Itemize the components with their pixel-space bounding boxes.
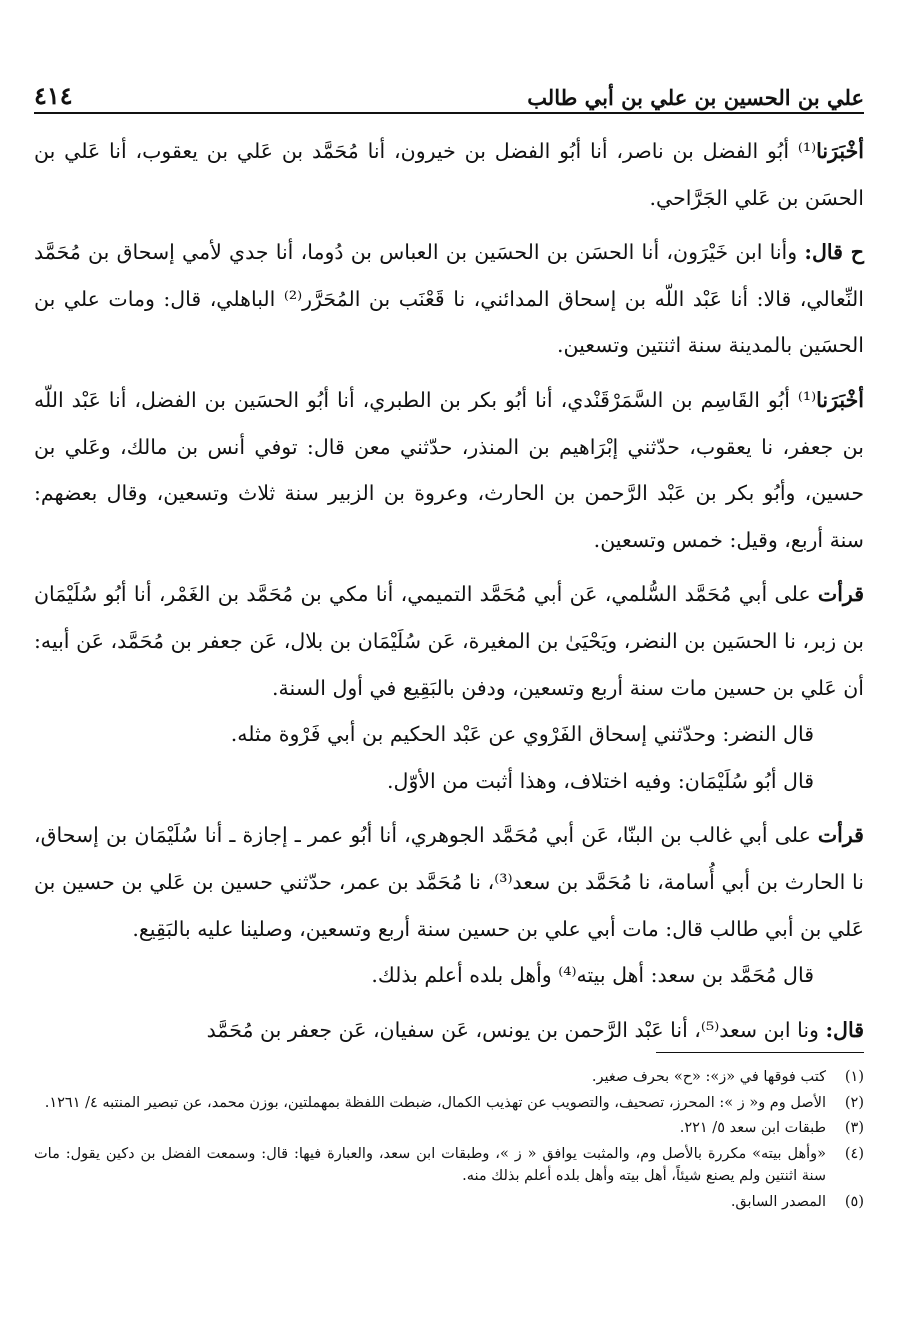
paragraph — [34, 571, 864, 711]
footnote-number: (٥) — [844, 1193, 864, 1210]
paragraph — [34, 1007, 864, 1054]
running-title: علي بن الحسين بن علي بن أبي طالب — [527, 85, 864, 110]
paragraph — [34, 812, 864, 952]
footnote — [34, 1092, 864, 1115]
footnote-text: الأصل وم و« ز »: المحرز، تصحيف، والتصويب عن تهذيب الكمال، ضبطت اللفظة بمهملتين، بوزن محمد، عن تبصير المنتبه ٤/ ١٢٦١. — [44, 1094, 826, 1111]
footnote-text: طبقات ابن سعد ٥/ ٢٢١. — [679, 1120, 826, 1136]
paragraph — [34, 952, 864, 999]
footnote-text: «وأهل بيته» مكررة بالأصل وم، والمثبت يوافق « ز »، وطبقات ابن سعد، والعبارة فيها: قال: وسمعت الفضل بن دكين يقول: مات سنة اثنتين ولم يصنع شيئاً، أهل بيته وأهل بلده أعلم بذلك منه. — [34, 1145, 826, 1184]
footnote-number: (٤) — [844, 1145, 864, 1162]
page-number: ٤١٤ — [34, 81, 73, 110]
footnote-text: كتب فوقها في «ز»: «ح» بحرف صغير. — [591, 1069, 826, 1085]
paragraph — [34, 377, 864, 563]
footnote — [34, 1191, 864, 1214]
paragraph-lead: أخْبَرَنا — [816, 139, 864, 163]
footnote-text: المصدر السابق. — [730, 1193, 826, 1210]
footnotes — [34, 1066, 864, 1216]
paragraph-lead: قرأت — [817, 582, 864, 607]
paragraph-text: على أبي مُحَمَّد السُّلمي، عَن أبي مُحَمَّد التميمي، أنا مكي بن مُحَمَّد بن الغَمْر، أنا أبُو سُلَيْمَان بن زبر، نا الحسَين بن النضر، ويَحْيَىٰ بن المغيرة، عَن سُلَيْمَان بن بلال، عَن جعفر بن مُحَمَّد، عَن أبيه: أن عَلي بن حسين مات سنة أربع وتسعين، ودفن بالبَقِيع في أول السنة. — [34, 582, 864, 700]
footnote-separator — [656, 1052, 864, 1053]
footnote — [34, 1143, 864, 1188]
header-rule — [34, 112, 864, 114]
footnote-number: (٢) — [844, 1094, 864, 1111]
footnote-number: (٣) — [844, 1120, 864, 1136]
paragraph-lead: قال: — [825, 1017, 864, 1042]
paragraph-text: ⁽¹⁾ أبُو القَاسِم بن السَّمَرْقَنْدي، أنا أبُو بكر بن الطبري، أنا أبُو الحسَين بن الفضل، أنا عَبْد اللّه بن جعفر، نا يعقوب، حدّثني إبْرَاهيم بن المنذر، حدّثني معن قال: توفي أنس بن مالك، وعَلي بن حسين، وأبُو بكر بن عَبْد الرَّحمن بن الحارث، وعروة بن الزبير سنة ثلاث وتسعين، وقال بعضهم: سنة أربع، وقيل: خمس وتسعين. — [34, 387, 864, 552]
paragraph — [34, 711, 864, 758]
main-text — [34, 128, 864, 1053]
paragraph-text: ونا ابن سعد⁽⁵⁾، أنا عَبْد الرَّحمن بن يونس، عَن سفيان، عَن جعفر بن مُحَمَّد — [206, 1017, 819, 1042]
paragraph-text: ⁽¹⁾ أبُو الفضل بن ناصر، أنا أبُو الفضل بن خيرون، أنا مُحَمَّد بن عَلي بن يعقوب، أنا عَلي بن الحسَن بن عَلي الجَرَّاحي. — [34, 139, 864, 210]
paragraph-text: قال النضر: وحدّثني إسحاق الفَرْوي عن عَبْد الحكيم بن أبي فَرْوة مثله. — [230, 722, 814, 747]
paragraph-lead: ح قال: — [804, 240, 864, 265]
paragraph-lead: أخْبَرَنا — [816, 387, 864, 412]
paragraph — [34, 758, 864, 805]
footnote — [34, 1117, 864, 1140]
footnote-number: (١) — [844, 1069, 864, 1085]
paragraph — [34, 128, 864, 221]
page-header — [34, 66, 864, 110]
paragraph-text: قال أبُو سُلَيْمَان: وفيه اختلاف، وهذا أثبت من الأوّل. — [387, 768, 814, 793]
paragraph-text: قال مُحَمَّد بن سعد: أهل بيته⁽⁴⁾ وأهل بلده أعلم بذلك. — [371, 963, 814, 988]
paragraph-text: وأنا ابن خَيْرَون، أنا الحسَن بن الحسَين بن العباس بن دُوما، أنا جدي لأمي إسحاق بن مُحَمَّد النِّعالي، قالا: أنا عَبْد اللّه بن إسحاق المدائني، نا قَعْنَب بن المُحَرَّر⁽²⁾ الباهلي، قال: ومات علي بن الحسَين بالمدينة سنة اثنتين وتسعين. — [34, 240, 864, 358]
footnote — [34, 1066, 864, 1089]
paragraph-text: على أبي غالب بن البنّا، عَن أبي مُحَمَّد الجوهري، أنا أبُو عمر ـ إجازة ـ أنا سُلَيْمَان بن إسحاق، نا الحارث بن أبي أُسامة، نا مُحَمَّد بن سعد⁽³⁾، نا مُحَمَّد بن عمر، حدّثني حسين بن عَلي بن حسين بن عَلي بن أبي طالب قال: مات أبي علي بن حسين سنة أربع وتسعين، وصلينا عليه بالبَقِيع. — [34, 823, 864, 941]
paragraph — [34, 229, 864, 369]
paragraph-lead: قرأت — [817, 823, 864, 848]
